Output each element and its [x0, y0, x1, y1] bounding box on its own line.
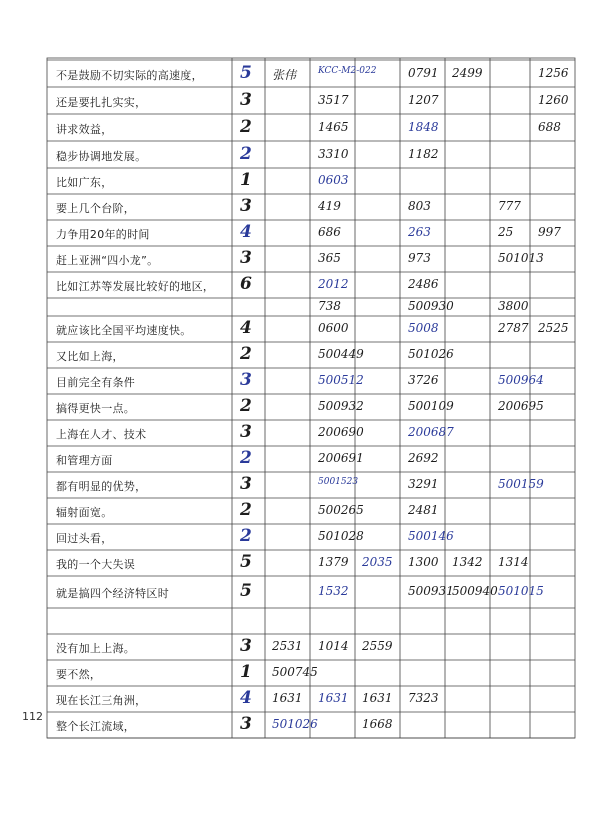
handwritten-entry: 5001523: [318, 477, 359, 487]
handwritten-entry: 200687: [408, 425, 454, 439]
handwritten-entry: 1014: [318, 639, 349, 653]
row-label: 要不然，: [56, 668, 102, 681]
row-count: 3: [240, 636, 252, 656]
handwritten-entry: 2012: [318, 277, 349, 291]
handwritten-entry: 3517: [318, 92, 349, 107]
row-label: 现在长江三角洲，: [56, 694, 147, 707]
handwritten-entry: 365: [318, 251, 341, 265]
row-label: 力争用20年的时间: [56, 228, 150, 241]
handwritten-entry: 3310: [318, 146, 349, 161]
handwritten-entry: 2525: [538, 321, 569, 335]
row-label: 讲求效益，: [56, 122, 113, 136]
handwritten-entry: 500964: [498, 373, 544, 387]
row-label: 稳步协调地发展。: [56, 149, 147, 163]
row-count: 2: [240, 143, 252, 164]
handwritten-entry: 1182: [408, 146, 439, 161]
row-count: 3: [240, 422, 252, 442]
handwritten-entry: 738: [318, 299, 341, 313]
handwritten-entry: 1631: [272, 691, 303, 705]
handwritten-entry: 2481: [408, 503, 439, 517]
handwritten-entry: 500159: [498, 477, 544, 491]
handwritten-entry: 3726: [408, 373, 439, 387]
row-count: 2: [240, 448, 252, 468]
handwritten-entry: 2787: [498, 321, 529, 335]
handwritten-entry: 1300: [408, 555, 439, 569]
margin-number: 112: [22, 710, 43, 723]
handwritten-entry: 500931: [408, 584, 454, 598]
row-count: 2: [240, 500, 252, 520]
row-label: 又比如上海，: [56, 350, 124, 363]
handwritten-entry: 2035: [362, 555, 393, 569]
handwritten-entry: 1260: [538, 92, 569, 107]
handwritten-entry: 263: [408, 225, 431, 239]
handwritten-entry: KCC-M2-022: [318, 65, 377, 76]
row-count: 5: [240, 552, 252, 572]
row-count: 5: [240, 62, 252, 83]
row-label: 就是搞四个经济特区时: [56, 587, 169, 600]
handwritten-entry: 500449: [318, 347, 364, 361]
handwritten-entry: 1465: [318, 119, 349, 134]
row-label: 上海在人才、技术: [56, 428, 147, 441]
handwritten-entry: 2692: [408, 451, 439, 465]
row-label: 就应该比全国平均速度快。: [56, 324, 192, 337]
handwritten-entry: 500745: [272, 665, 318, 679]
row-label: 目前完全有条件: [56, 376, 136, 389]
row-count: 4: [240, 318, 252, 338]
row-label: 还是要扎扎实实，: [56, 95, 147, 109]
handwritten-entry: 500930: [408, 299, 454, 313]
handwritten-entry: 501026: [408, 347, 454, 361]
row-count: 3: [240, 714, 252, 734]
row-count: 3: [240, 474, 252, 494]
handwritten-entry: 1379: [318, 555, 349, 569]
handwritten-entry: 2486: [408, 277, 439, 291]
row-label: 要上几个台阶，: [56, 202, 136, 215]
row-label: 没有加上上海。: [56, 642, 136, 655]
handwritten-entry: 1668: [362, 717, 393, 731]
row-count: 3: [240, 196, 252, 216]
handwritten-entry: 25: [498, 225, 514, 239]
row-label: 搞得更快一点。: [56, 402, 136, 415]
handwritten-entry: 2531: [272, 639, 303, 653]
handwritten-entry: 2559: [362, 639, 393, 653]
handwritten-entry: 2499: [452, 65, 483, 80]
handwritten-entry: 200690: [318, 425, 364, 439]
row-label: 回过头看，: [56, 532, 113, 545]
handwritten-entry: 1631: [318, 691, 349, 705]
handwritten-entry: 501013: [498, 251, 544, 265]
handwritten-entry: 500512: [318, 373, 364, 387]
handwritten-entry: 419: [318, 199, 341, 213]
handwritten-entry: 1848: [408, 119, 439, 134]
handwritten-entry: 200691: [318, 451, 364, 465]
row-count: 4: [240, 688, 252, 708]
handwritten-entry: 777: [498, 199, 521, 213]
handwritten-entry: 1631: [362, 691, 393, 705]
row-label: 整个长江流域，: [56, 720, 136, 733]
row-count: 3: [240, 248, 252, 268]
handwritten-entry: 688: [538, 119, 561, 134]
row-count: 3: [240, 89, 252, 110]
handwritten-entry: 500932: [318, 399, 364, 413]
handwritten-entry: 686: [318, 225, 341, 239]
handwritten-entry: 803: [408, 199, 431, 213]
row-count: 1: [240, 170, 252, 190]
handwritten-entry: 3800: [498, 299, 529, 313]
row-label: 都有明显的优势，: [56, 480, 147, 493]
handwritten-entry: 0603: [318, 173, 349, 187]
row-label: 比如广东，: [56, 176, 113, 189]
handwritten-entry: 500109: [408, 399, 454, 413]
row-count: 1: [240, 662, 252, 682]
row-count: 4: [240, 222, 252, 242]
row-count: 2: [240, 396, 252, 416]
handwritten-entry: 1342: [452, 555, 483, 569]
row-label: 赶上亚洲“四小龙”。: [56, 254, 159, 267]
handwritten-entry: 1256: [538, 65, 569, 80]
row-count: 5: [240, 581, 252, 601]
row-label: 辐射面宽。: [56, 506, 113, 519]
row-count: 3: [240, 370, 252, 390]
handwritten-entry: 1207: [408, 92, 439, 107]
handwritten-entry: 0600: [318, 321, 349, 335]
handwritten-entry: 501026: [272, 717, 318, 731]
row-label: 和管理方面: [56, 454, 113, 467]
handwritten-entry: 500940: [452, 584, 498, 598]
handwritten-entry: 500146: [408, 529, 454, 543]
row-count: 2: [240, 344, 252, 364]
handwritten-entry: 0791: [408, 65, 439, 80]
handwritten-entry: 500265: [318, 503, 364, 517]
handwritten-entry: 1532: [318, 584, 349, 598]
handwritten-entry: 7323: [408, 691, 439, 705]
handwritten-entry: 1314: [498, 555, 529, 569]
row-label: 不是鼓励不切实际的高速度，: [56, 68, 203, 82]
handwritten-entry: 张伟: [272, 67, 297, 82]
handwritten-entry: 5008: [408, 321, 439, 335]
handwritten-entry: 200695: [498, 399, 544, 413]
row-count: 2: [240, 526, 252, 546]
handwritten-entry: 997: [538, 225, 561, 239]
row-label: 我的一个大失误: [56, 558, 136, 571]
handwritten-entry: 3291: [408, 477, 439, 491]
handwritten-entry: 501028: [318, 529, 364, 543]
handwritten-entry: 973: [408, 251, 431, 265]
row-label: 比如江苏等发展比较好的地区，: [56, 280, 215, 293]
handwritten-entry: 501015: [498, 584, 544, 598]
row-count: 6: [240, 274, 252, 294]
row-count: 2: [240, 116, 252, 137]
